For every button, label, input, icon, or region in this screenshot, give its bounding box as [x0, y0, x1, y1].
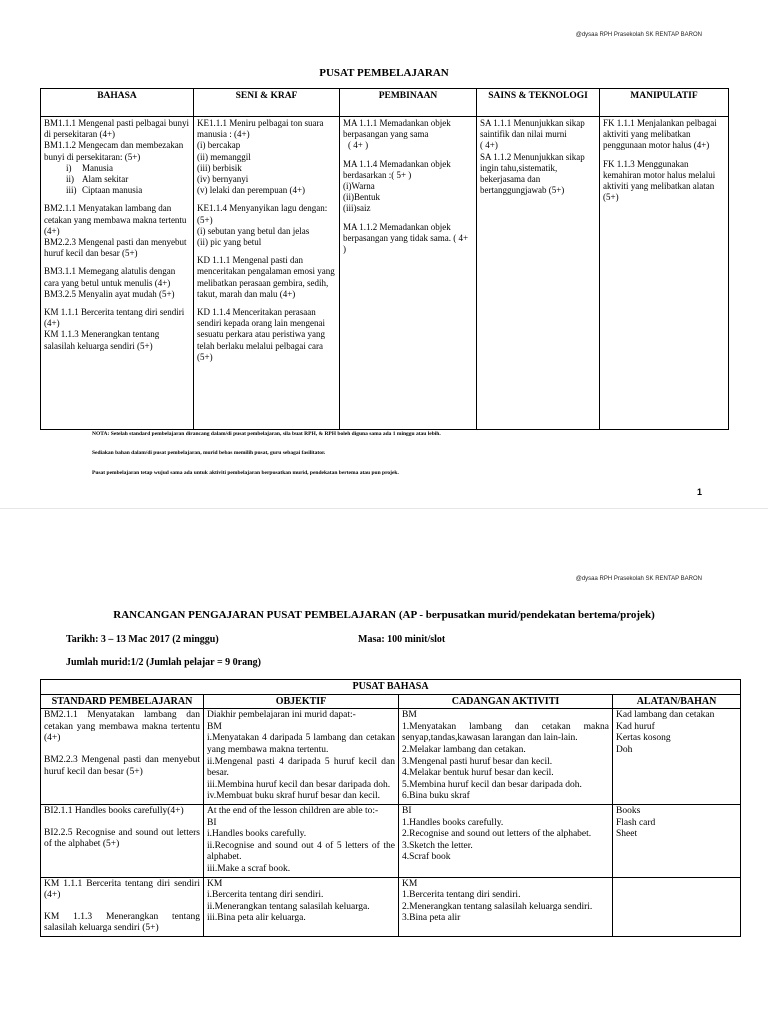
note-line: Pusat pembelajaran tetap wujud sama ada untuk aktiviti pembelajaran berpusatkan murid, pendekatan bertema atau pun projek. [92, 470, 399, 476]
standard-text: BM1.1.1 Mengenal pasti pelbagai bunyi di persekitaran (4+) [44, 118, 189, 140]
standard-text: KM 1.1.3 Menerangkan tentang salasilah keluarga sendiri (5+) [44, 329, 160, 351]
lesson-plan-table [40, 679, 741, 937]
standard-text: BM3.2.5 Menyalin ayat mudah (5+) [44, 288, 175, 299]
list-item: (i)Warna [343, 181, 375, 192]
col-header-alatan: ALATAN/BAHAN [613, 694, 741, 709]
list-item: (ii)Bentuk [343, 192, 380, 203]
tarikh-label: Tarikh: 3 – 13 Mac 2017 (2 minggu) [66, 634, 219, 645]
cell-aktiviti: BM 1.Menyatakan lambang dan cetakan makna senyap,tandas,kawasan larangan dan lain-lain. 2.Melakar lambang dan cetakan. 3.Mengenal pasti huruf besar dan kecil. 4.Melakar bentuk huruf besar dan kecil. 5.Membina huruf kecil dan besar daripada doh. 6.Bina buku skraf [399, 709, 613, 805]
table-row [41, 709, 741, 805]
note-line: NOTA: Setelah standard pembelajaran dirancang dalam/di pusat pembelajaran, sila buat RPH, & RPH boleh diguna sama ada 1 minggu atau lebih. [92, 431, 441, 437]
list-item: (ii) memanggil [197, 151, 251, 162]
age-label: ( 4+ ) [348, 140, 369, 151]
standard-text: BM2.2.3 Mengenal pasti dan menyebut huruf kecil dan besar (5+) [44, 237, 187, 259]
col-header-aktiviti: CADANGAN AKTIVITI [399, 694, 613, 709]
standard-text: MA 1.1.4 Memadankan objek berdasarkan :( 5+ ) [343, 158, 451, 180]
cell-aktiviti: BI 1.Handles books carefully. 2.Recognise and sound out letters of the alphabet. 3.Sketch the letter. 4.Scraf book [399, 804, 613, 877]
cell-alatan: Kad lambang dan cetakan Kad huruf Kertas kosong Doh [613, 709, 741, 805]
cell-bahasa [41, 117, 194, 430]
list-item: ii) Alam sekitar [66, 174, 129, 185]
cell-pembinaan [340, 117, 477, 430]
table-header-row [41, 89, 729, 117]
page-separator [0, 508, 768, 509]
jumlah-label: Jumlah murid:1/2 (Jumlah pelajar = 9 0rang) [66, 657, 261, 668]
table-row [41, 877, 741, 936]
standard-text: KD 1.1.4 Menceritakan perasaan sendiri kepada orang lain mengenai sesuatu perkara atau peristiwa yang telah berlaku melalui pelbagai cara (5+) [197, 307, 325, 362]
table-title-row [41, 680, 741, 695]
cell-sains-teknologi [477, 117, 600, 430]
cell-objektif: At the end of the lesson children are able to:- BI i.Handles books carefully. ii.Recognise and sound out 4 of 5 letters of the alphabet. iii.Make a scraf book. [204, 804, 399, 877]
list-item: (iii)saiz [343, 203, 371, 214]
standard-text: BM1.1.2 Mengecam dan membezakan bunyi di persekitaran: (5+) [44, 140, 184, 162]
col-header-pembinaan: PEMBINAAN [340, 89, 477, 117]
list-item: (i) bercakap [197, 140, 241, 151]
standard-text: SA 1.1.1 Menunjukkan sikap saintifik dan nilai murni [480, 118, 585, 140]
page-number: 1 [696, 487, 702, 497]
list-item: (ii) pic yang betul [197, 237, 262, 248]
standard-text: MA 1.1.1 Memadankan objek berpasangan yang sama [343, 118, 451, 140]
standard-text: FK 1.1.3 Menggunakan kemahiran motor halus melalui aktiviti yang melibatkan alatan (5+) [603, 158, 716, 203]
standard-text: KD 1.1.1 Mengenal pasti dan menceritakan pengalaman emosi yang melibatkan perasaan gembira, sedih, takut, marah dan malu (4+) [197, 255, 335, 299]
cell-standard: KM 1.1.1 Bercerita tentang diri sendiri (4+) KM 1.1.3 Menerangkan tentang salasilah keluarga sendiri (5+) [41, 877, 204, 936]
cell-alatan: Books Flash card Sheet [613, 804, 741, 877]
cell-aktiviti: KM 1.Bercerita tentang diri sendiri. 2.Menerangkan tentang salasilah keluarga sendiri. 3.Bina peta alir [399, 877, 613, 936]
standard-text: KE1.1.4 Menyanyikan lagu dengan: (5+) [197, 203, 328, 225]
col-header-sains-teknologi: SAINS & TEKNOLOGI [477, 89, 600, 117]
cell-seni-kraf [194, 117, 340, 430]
list-item: (i) sebutan yang betul dan jelas [197, 225, 310, 236]
learning-centre-table [40, 88, 729, 430]
standard-text: MA 1.1.2 Memadankan objek berpasangan yang tidak sama. ( 4+ ) [343, 221, 469, 255]
cell-objektif: KM i.Bercerita tentang diri sendiri. ii.Menerangkan tentang salasilah keluarga. iii.Bina peta alir keluarga. [204, 877, 399, 936]
page-title: PUSAT PEMBELAJARAN [319, 67, 449, 79]
col-header-standard: STANDARD PEMBELAJARAN [41, 694, 204, 709]
standard-text: KM 1.1.1 Bercerita tentang diri sendiri (4+) [44, 307, 185, 329]
col-header-seni-kraf: SENI & KRAF [194, 89, 340, 117]
cell-alatan [613, 877, 741, 936]
cell-manipulatif [600, 117, 729, 430]
table-title: PUSAT BAHASA [41, 680, 741, 695]
cell-objektif: Diakhir pembelajaran ini murid dapat:- BM i.Menyatakan 4 daripada 5 lambang dan cetakan yang membawa makna tertentu. ii.Mengenal pasti 4 daripada 5 huruf kecil dan besar. iii.Membina huruf kecil dan besar daripada doh. iv.Membuat buku skraf huruf besar dan kecil. [204, 709, 399, 805]
list-item: iii) Ciptaan manusia [66, 185, 143, 196]
standard-text: BM3.1.1 Memegang alatulis dengan cara yang betul untuk menulis (4+) [44, 266, 176, 288]
col-header-objektif: OBJEKTIF [204, 694, 399, 709]
standard-text: FK 1.1.1 Menjalankan pelbagai aktiviti yang melibatkan penggunaan motor halus (4+) [603, 118, 717, 151]
table-row [41, 804, 741, 877]
page-title: RANCANGAN PENGAJARAN PUSAT PEMBELAJARAN (AP - berpusatkan murid/pendekatan bertema/projek) [113, 609, 655, 621]
page-header-note: @dysaa RPH Prasekolah SK RENTAP BARON [575, 576, 702, 582]
table-row [41, 117, 729, 430]
table-header-row [41, 694, 741, 709]
col-header-manipulatif: MANIPULATIF [600, 89, 729, 117]
cell-standard: BI2.1.1 Handles books carefully(4+) BI2.2.5 Recognise and sound out letters of the alphabet (5+) [41, 804, 204, 877]
col-header-bahasa: BAHASA [41, 89, 194, 117]
standard-text: BM2.1.1 Menyatakan lambang dan cetakan yang membawa makna tertentu (4+) [44, 203, 187, 236]
note-line: Sediakan bahan dalam/di pusat pembelajaran, murid bebas memilih pusat, guru sebagai fasilitator. [92, 450, 326, 456]
list-item: (iv) bernyanyi [197, 174, 249, 185]
standard-text: SA 1.1.2 Menunjukkan sikap ingin tahu,sistematik, bekerjasama dan bertanggungjawab (5+) [480, 151, 585, 196]
list-item: (v) lelaki dan perempuan (4+) [197, 185, 306, 196]
masa-label: Masa: 100 minit/slot [358, 634, 446, 645]
cell-standard: BM2.1.1 Menyatakan lambang dan cetakan yang membawa makna tertentu (4+) BM2.2.3 Mengenal pasti dan menyebut huruf kecil dan besar (5+) [41, 709, 204, 805]
page-header-note: @dysaa RPH Prasekolah SK RENTAP BARON [575, 32, 702, 38]
standard-text: KE1.1.1 Meniru pelbagai ton suara manusia : (4+) [197, 118, 324, 140]
age-label: ( 4+) [480, 140, 498, 151]
list-item: (iii) berbisik [197, 162, 242, 173]
list-item: i) Manusia [66, 162, 113, 173]
